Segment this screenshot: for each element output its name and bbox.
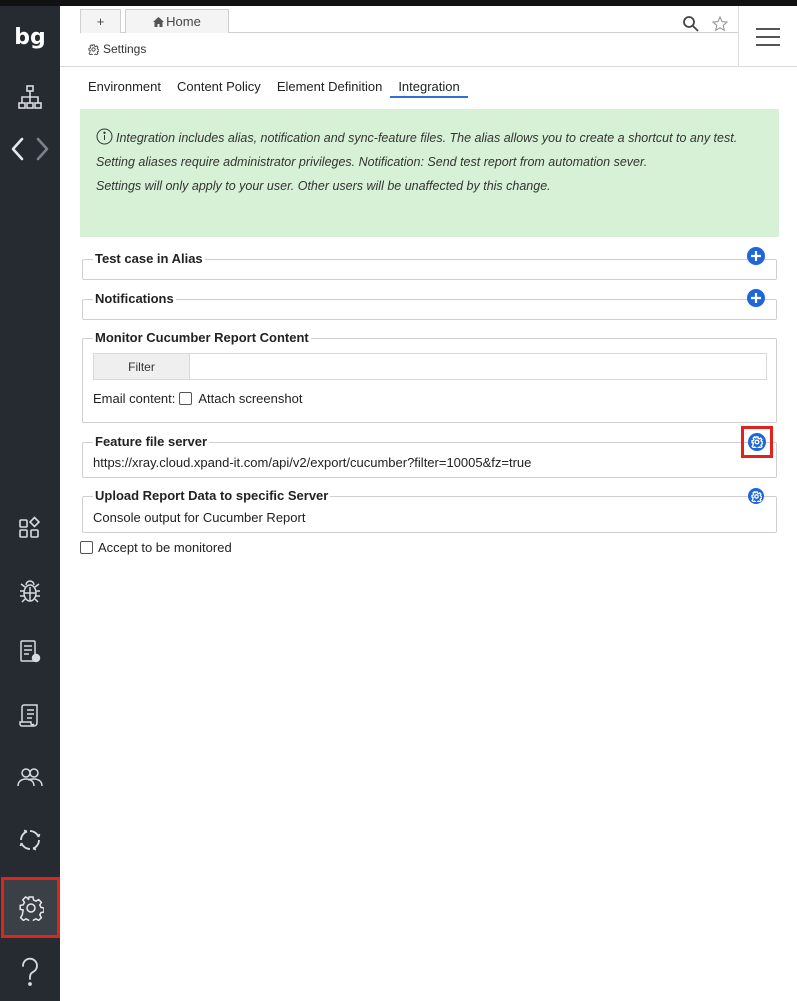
accept-monitored-checkbox[interactable] — [80, 541, 93, 554]
info-line-3: Settings will only apply to your user. Other users will be unaffected by this change. — [96, 179, 551, 193]
sidebar-item-help[interactable] — [0, 952, 60, 992]
sidebar-item-apps[interactable] — [0, 511, 60, 545]
sidebar-item-bugs[interactable] — [0, 574, 60, 608]
tab-row — [80, 9, 738, 33]
filter-label — [94, 354, 190, 379]
tab-element-definition[interactable] — [269, 78, 391, 98]
info-box — [80, 109, 779, 237]
sidebar — [0, 6, 60, 1001]
star-icon — [712, 16, 728, 32]
tab-home[interactable] — [125, 9, 229, 33]
plus-icon — [751, 293, 761, 303]
feature-server-section-title: Feature file server — [95, 434, 208, 449]
hamburger-icon — [756, 28, 780, 46]
upload-server-text: Console output for Cucumber Report — [93, 510, 306, 525]
feature-server-url: https://xray.cloud.xpand-it.com/api/v2/export/cucumber?filter=10005&fz=true — [93, 455, 532, 470]
tab-integration[interactable] — [390, 78, 467, 98]
sync-icon — [18, 828, 42, 852]
info-line-1: Integration includes alias, notification and sync-feature files. The alias allows you to create a shortcut to any test. — [116, 131, 738, 145]
accept-monitored-label: Accept to be monitored — [98, 540, 232, 555]
tab-content-policy-label: Content Policy — [176, 79, 261, 94]
new-tab-button[interactable] — [80, 9, 121, 33]
upload-server-section-title: Upload Report Data to specific Server — [95, 488, 329, 503]
tab-environment-label: Environment — [88, 79, 161, 94]
attach-screenshot-checkbox[interactable] — [179, 392, 192, 405]
test-report-icon — [18, 639, 42, 665]
gear-icon — [18, 895, 44, 921]
top-bar — [60, 6, 797, 67]
settings-small-icon — [88, 44, 99, 55]
notifications-section — [82, 291, 777, 320]
tab-home-label: Home — [166, 14, 201, 29]
sitemap-icon — [17, 84, 43, 110]
logo-text: bg — [14, 24, 46, 50]
tab-element-definition-label: Element Definition — [276, 79, 383, 94]
search-icon — [682, 15, 700, 33]
upload-server-section — [82, 488, 777, 533]
gear-icon — [751, 436, 763, 448]
monitor-section — [82, 330, 777, 423]
monitor-section-title: Monitor Cucumber Report Content — [95, 330, 309, 345]
new-tab-label: + — [96, 14, 105, 29]
sidebar-item-sync[interactable] — [0, 823, 60, 857]
email-content-label: Email content: — [93, 391, 176, 406]
tab-environment[interactable] — [80, 78, 169, 98]
attach-screenshot-label: Attach screenshot — [198, 391, 303, 406]
feature-server-section — [82, 434, 777, 478]
help-icon — [19, 957, 41, 987]
menu-button[interactable] — [738, 6, 797, 67]
email-content-row — [93, 391, 302, 406]
add-notification-button[interactable] — [747, 289, 765, 307]
filter-input[interactable] — [190, 354, 766, 379]
notifications-section-title: Notifications — [95, 291, 174, 306]
alias-section — [82, 251, 777, 280]
sidebar-item-navigation[interactable] — [0, 132, 60, 166]
tab-integration-label: Integration — [398, 79, 460, 94]
logo[interactable] — [0, 20, 60, 54]
navigation-arrows-icon — [8, 136, 52, 162]
alias-section-title: Test case in Alias — [95, 251, 203, 266]
breadcrumb-label: Settings — [103, 42, 147, 56]
sidebar-item-users[interactable] — [0, 760, 60, 794]
settings-tabs — [80, 78, 468, 98]
filter-label-text: Filter — [128, 359, 155, 374]
sidebar-item-scripts[interactable] — [0, 699, 60, 733]
add-alias-button[interactable] — [747, 247, 765, 265]
favorite-button[interactable] — [712, 12, 728, 36]
info-line-2: Setting aliases require administrator privileges. Notification: Send test report from automation sever. — [96, 155, 648, 169]
home-icon — [153, 17, 164, 27]
sidebar-item-settings[interactable] — [1, 877, 60, 938]
users-icon — [16, 765, 44, 789]
sidebar-item-test-report[interactable] — [0, 635, 60, 669]
gear-icon — [751, 491, 762, 502]
apps-icon — [18, 516, 42, 540]
plus-icon — [751, 251, 761, 261]
sidebar-item-sitemap[interactable] — [0, 80, 60, 114]
bug-icon — [17, 578, 43, 604]
feature-server-settings-button[interactable] — [748, 433, 766, 451]
upload-server-settings-button[interactable] — [748, 488, 764, 504]
info-icon — [96, 128, 113, 145]
script-icon — [18, 702, 42, 730]
tab-content-policy[interactable] — [169, 78, 269, 98]
accept-row — [80, 540, 232, 555]
search-button[interactable] — [682, 12, 700, 36]
breadcrumb — [88, 42, 146, 56]
filter-row — [93, 353, 767, 380]
